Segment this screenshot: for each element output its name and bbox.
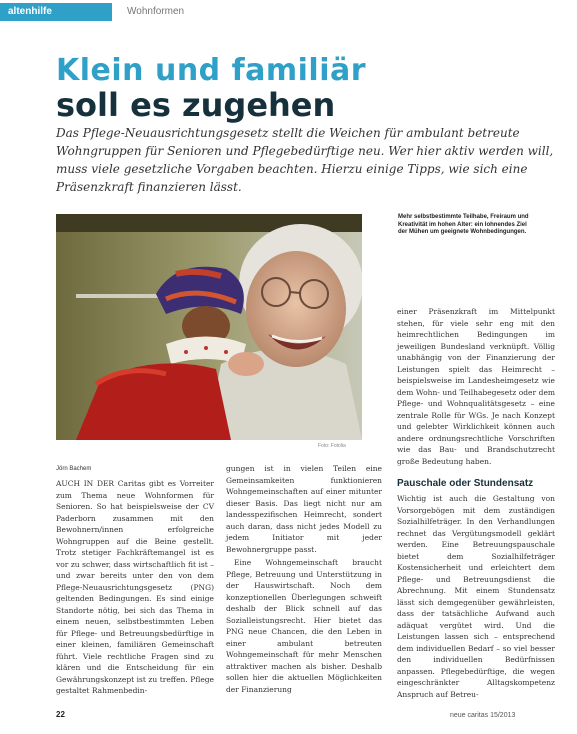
- column-3-text-a: einer Präsenzkraft im Mittelpunkt stehen, für viele sehr eng mit den heimrechtlichen Bedingungen im jeweiligen Bundesland verknüpft. Völlig unabhängig von der Finanzierung der Leistungen spielt das Heimrecht – beispielsweise im Landesheimgesetz wie dem Wohn- und Teilhabegesetz oder dem Pflege- und Wohnqualitätsgesetz – eine zentrale Rolle für WGs. Je nach Konzept und gelebter Wirklichkeit können auch andere ordnungsrechtliche Vorschriften wie das Bau- und Brandschutzrecht große Bedeutung haben.: [397, 307, 555, 466]
- article-photo: [56, 214, 362, 440]
- subheading: Pauschale oder Stundensatz: [397, 478, 534, 489]
- column-3-text-b: Wichtig ist auch die Gestaltung von Vorsorgebögen mit dem zuständigen Sozialhilfeträger. In den Verhandlungen rechnet das Vergütungsmodell geklärt werden. Eine Betreuungspauschale bietet dem Sozialhilfeträger Kostensicherheit und erleichtert dem Pflege- und Betreuungsdienst die Abrechnung. Mit einem Stundensatz lässt sich demgegenüber gewährleisten, dass der tatsächliche Aufwand auch adäquat vergütet wird. Und die Leistungen lassen sich – entsprechend dem individuellen Bedarf – so viel besser den individuellen Bedürfnissen anpassen. Pflegebedürftige, die wegen eingeschränkter Alltagskompetenz Anspruch auf Betreu-: [397, 494, 555, 699]
- column-2-text-a: gungen ist in vielen Teilen eine Gemeinsamkeiten funktionieren Wohngemeinschaften auf einer mitunter dieser Basis. Das liegt nicht nur am landesspezifischen Heimrecht, sondert auch daran, dass nicht jedes Modell zu jedem Initiator mit jeder Bewohnergruppe passt.: [226, 464, 382, 554]
- article-column-3-continued: [397, 493, 555, 702]
- section-label: Wohnformen: [127, 6, 185, 17]
- journal-issue: neue caritas 15/2013: [450, 712, 516, 719]
- lead-paragraph: Das Pflege-Neuausrichtungsgesetz stellt die Weichen für ambulant betreute Wohngruppen für Senioren und Pflegebedürftige neu. Wer hier aktiv werden will, muss viele gesetzliche Vorgaben beachten. Hierzu einige Tipps, wie sich eine Präsenzkraft finanzieren lässt.: [56, 126, 554, 194]
- section-rubric: altenhilfe: [0, 3, 112, 21]
- article-column-3: [397, 306, 555, 469]
- article-column-2: [226, 463, 382, 697]
- column-1-text: AUCH IN DER Caritas gibt es Vorreiter zum Thema neue Wohnformen für Senioren. So hat beispielsweise der CV Paderborn zusammen mit den Bewohnern/innen erfolgreiche Wohngruppen auf die Beine gestellt. Trotz stetiger Fachkräftemangel ist es vor zu schwer, dass wirtschaftlich fit ist – und zwar bereits unter den von dem Pflege-Neuausrichtungsgesetz (PNG) geltenden Bedingungen. Es sind einige Standorte nötig, bei sich das Thema in einem neuen, selbstbestimmten Leben für Pflege- und Betreuungsbedürftige in einer kleinen, familiären Gemeinschaft führt. Viele rechtliche Fragen sind zu klären und die Entscheidung für ein Gewährungskonzept ist zu treffen. Pflege gestaltet Rahmenbedin-: [56, 479, 214, 695]
- column-2-text-b: Eine Wohngemeinschaft braucht Pflege, Betreuung und Unterstützung in der Hauswirtschaft. Noch dem konzeptionellen Überlegungen schweift deshalb der Blick schnell auf das Sozialleistungsrecht. Hier bietet das PNG neue Chancen, die den Leben in einer ambulant betreuten Wohngemeinschaft für mehr Menschen attraktiver machen als bisher. Deshalb sollen hier die aktuellen Möglichkeiten der Finanzierung: [226, 558, 382, 694]
- headline-line-1: Klein und familiär: [56, 53, 367, 88]
- page-number: 22: [56, 710, 65, 719]
- headline-line-2: soll es zugehen: [56, 86, 336, 124]
- article-column-1: [56, 478, 214, 699]
- photo-credit: Foto: Fotolia: [318, 443, 346, 449]
- author-byline: Jörn Bachem: [56, 466, 92, 472]
- photo-illustration: [56, 214, 362, 440]
- photo-caption: Mehr selbstbestimmte Teilhabe, Freiraum und Kreativität im hohen Alter: ein lohnendes Ziel der Mühen um geeignete Wohnbedingungen.: [398, 214, 529, 235]
